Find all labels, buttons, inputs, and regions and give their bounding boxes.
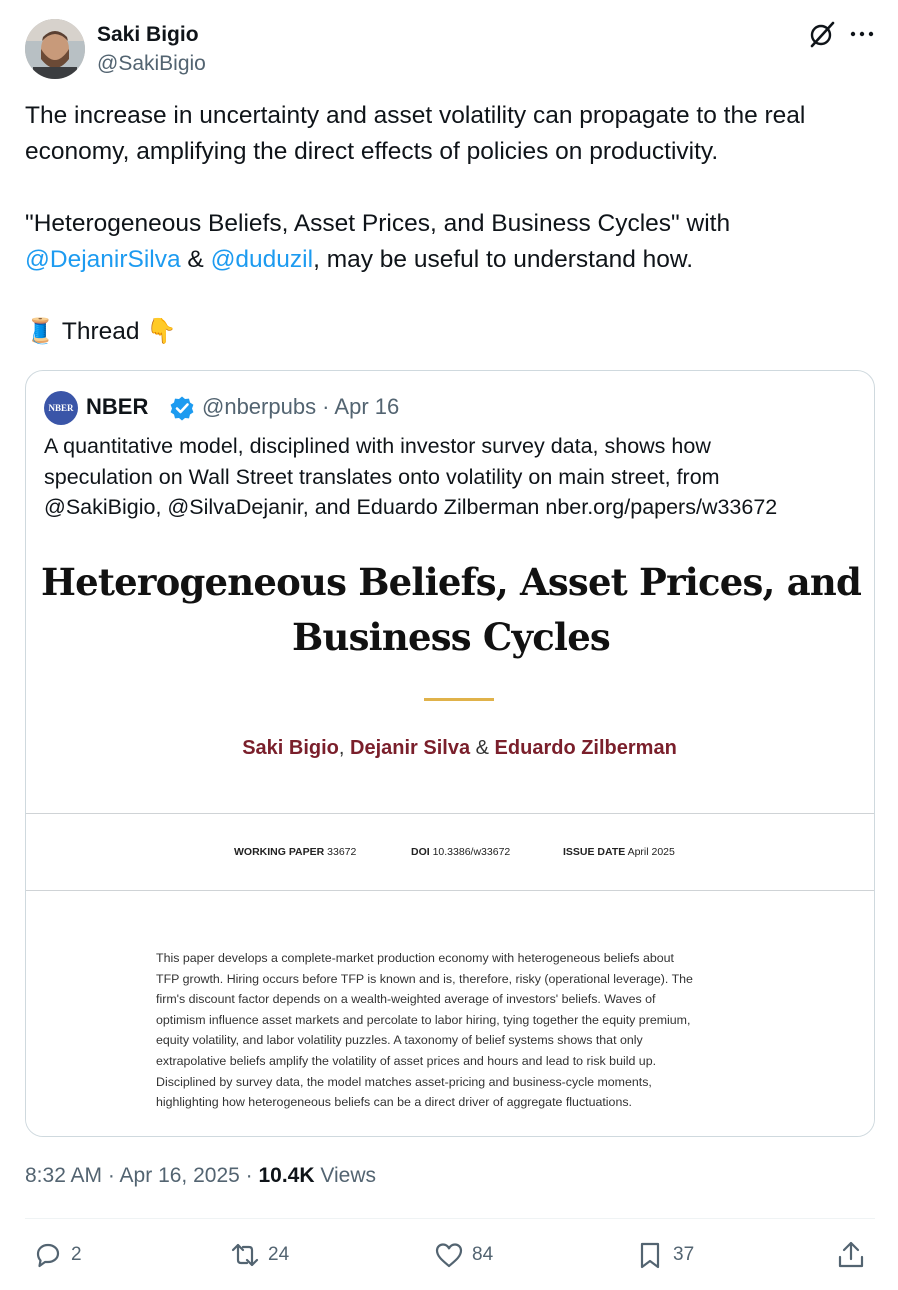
avatar-photo xyxy=(25,19,85,79)
ampersand: & xyxy=(180,246,211,273)
paper-authors xyxy=(26,737,875,760)
reply-count: 2 xyxy=(71,1244,82,1265)
tweet-line-mentions xyxy=(25,242,875,278)
abstract-line: extrapolative beliefs amplify the volatility of asset prices and hours and lead to risk build up. xyxy=(156,1053,657,1068)
abstract-line: firm's discount factor depends on a wealth-weighted average of investors' beliefs. Waves of xyxy=(156,992,656,1007)
issue-date: ISSUE DATE April 2025 xyxy=(563,846,675,858)
paper-author: Saki Bigio xyxy=(242,737,339,759)
tweet-line: economy, amplifying the direct effects of policies on productivity. xyxy=(25,138,719,165)
thread-line xyxy=(25,314,875,350)
working-paper-number: WORKING PAPER 33672 xyxy=(234,846,357,858)
quoted-line: speculation on Wall Street translates onto volatility on main street, from xyxy=(44,464,720,489)
share-icon xyxy=(836,1240,866,1270)
mention-link[interactable]: @DejanirSilva xyxy=(25,246,181,273)
paper-title xyxy=(26,555,875,665)
repost-button[interactable] xyxy=(230,1238,289,1272)
tweet-header xyxy=(25,19,875,79)
abstract-line: optimism influence asset markets and percolate to labor hiring, tying together the equity premium, xyxy=(156,1012,691,1027)
abstract-line: TFP growth. Hiring occurs before TFP is known and is, therefore, risky (operational leverage). The xyxy=(156,971,693,986)
like-button[interactable] xyxy=(434,1238,493,1272)
views-count: 10.4K xyxy=(258,1164,315,1187)
share-button[interactable] xyxy=(836,1238,866,1272)
time-date[interactable]: 8:32 AM · Apr 16, 2025 · xyxy=(25,1164,259,1187)
quoted-tweet[interactable] xyxy=(25,370,875,1137)
title-underline xyxy=(424,698,494,701)
reply-button[interactable] xyxy=(33,1238,82,1272)
verified-icon xyxy=(169,395,195,421)
avatar[interactable] xyxy=(25,19,85,79)
divider xyxy=(25,1218,875,1219)
tweet-text xyxy=(25,98,875,350)
abstract-line: Disciplined by survey data, the model matches asset-pricing and business-cycle moments, xyxy=(156,1074,652,1089)
tweet-line: The increase in uncertainty and asset volatility can propagate to the real xyxy=(25,102,806,129)
abstract-line: highlighting how heterogeneous beliefs can be a direct driver of aggregate fluctuations. xyxy=(156,1095,632,1110)
author-handle[interactable]: @SakiBigio xyxy=(97,52,206,75)
like-count: 84 xyxy=(472,1244,494,1265)
like-icon xyxy=(434,1240,464,1270)
bookmark-count: 37 xyxy=(673,1244,695,1265)
quoted-line: @SakiBigio, @SilvaDejanir, and Eduardo Zilberman nber.org/papers/w33672 xyxy=(44,495,778,519)
author-separator: , xyxy=(338,737,351,759)
paper-title-line: Heterogeneous Beliefs, Asset Prices, and xyxy=(40,560,862,604)
reply-icon xyxy=(33,1240,63,1270)
abstract-line: This paper develops a complete-market production economy with heterogeneous beliefs about xyxy=(156,951,674,965)
paper-abstract xyxy=(156,948,776,1113)
tweet-timestamp[interactable] xyxy=(25,1164,376,1188)
paper-author: Dejanir Silva xyxy=(350,737,471,759)
repost-count: 24 xyxy=(268,1244,290,1265)
bookmark-icon xyxy=(635,1240,665,1270)
tweet-line: "Heterogeneous Beliefs, Asset Prices, and Business Cycles" with xyxy=(25,210,731,237)
grok-icon[interactable] xyxy=(807,19,837,49)
thread-label: Thread xyxy=(55,318,147,345)
divider xyxy=(26,890,875,891)
tweet-text-rest: , may be useful to understand how. xyxy=(313,246,694,273)
mention-link[interactable]: @duduzil xyxy=(210,246,314,273)
doi: DOI 10.3386/w33672 xyxy=(411,846,511,858)
paper-preview-image[interactable] xyxy=(26,529,875,1137)
more-icon[interactable] xyxy=(847,19,877,49)
paper-author: Eduardo Zilberman xyxy=(494,737,677,759)
author-separator: & xyxy=(470,737,495,759)
quoted-author-name[interactable]: NBER xyxy=(86,394,149,419)
divider xyxy=(26,813,875,814)
quoted-tweet-text xyxy=(44,431,864,523)
nber-logo[interactable]: NBER xyxy=(44,391,78,425)
author-name[interactable]: Saki Bigio xyxy=(97,23,199,46)
bookmark-button[interactable] xyxy=(635,1238,694,1272)
quoted-line: A quantitative model, disciplined with investor survey data, shows how xyxy=(44,434,711,458)
abstract-line: equity volatility, and labor volatility puzzles. A taxonomy of belief systems shows that only xyxy=(156,1033,643,1048)
views-label: Views xyxy=(314,1164,377,1187)
paper-title-line: Business Cycles xyxy=(292,615,610,659)
pointing-down-icon: 👇 xyxy=(146,318,177,345)
thread-icon: 🧵 xyxy=(25,318,56,345)
quoted-handle-date[interactable]: @nberpubs · Apr 16 xyxy=(202,394,400,419)
repost-icon xyxy=(230,1240,260,1270)
